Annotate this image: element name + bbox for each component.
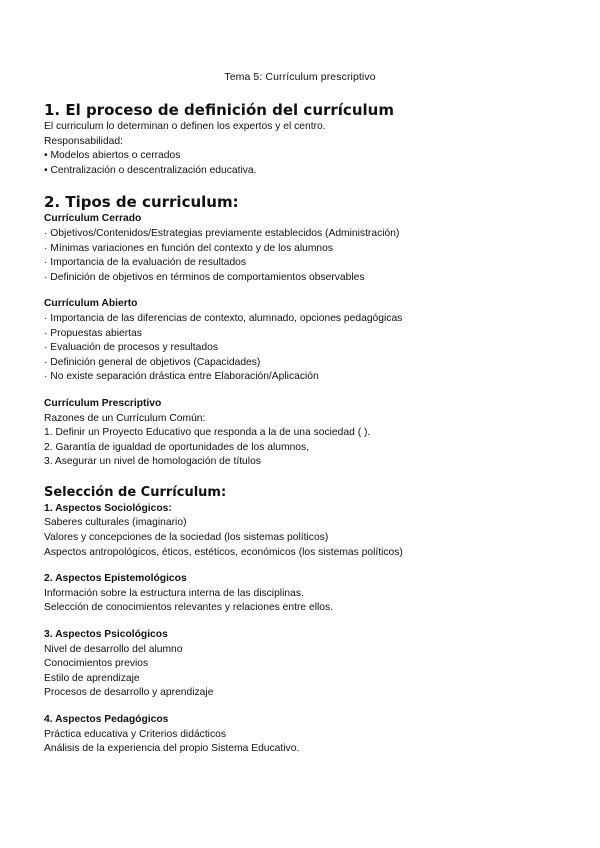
list-item: · Importancia de la evaluación de resultados (44, 257, 247, 269)
section-heading: Selección de Currículum: (44, 484, 227, 500)
aspect-title: 4. Aspectos Pedagógicos (44, 714, 169, 725)
list-item: · Importancia de las diferencias de contexto, alumnado, opciones pedagógicas (44, 312, 403, 324)
subsection-title: Currículum Prescriptivo (44, 397, 162, 409)
list-item: · Definición de objetivos en términos de comportamientos observables (44, 271, 365, 283)
list-item: 2. Garantía de igualdad de oportunidades de los alumnos, (44, 441, 310, 453)
list-item: Nivel de desarrollo del alumno (44, 643, 183, 655)
list-item: · No existe separación drástica entre Elaboración/Aplicación (44, 371, 319, 383)
list-item: Conocimientos previos (44, 658, 149, 670)
list-item: 1. Definir un Proyecto Educativo que responda a la de una sociedad ( ). (44, 427, 371, 439)
aspect-title: 1. Aspectos Sociológicos: (44, 502, 172, 514)
bullet-item: • Centralización o descentralización educativa. (44, 164, 257, 176)
list-item: Valores y concepciones de la sociedad (los sistemas políticos) (44, 532, 329, 544)
list-item: · Propuestas abiertas (44, 327, 142, 339)
list-item: · Objetivos/Contenidos/Estrategias previamente establecidos (Administración) (44, 227, 400, 239)
bullet-item: • Modelos abiertos o cerrados (44, 150, 181, 162)
list-item: Aspectos antropológicos, éticos, estéticos, económicos (los sistemas políticos) (44, 546, 403, 558)
list-item: Razones de un Currículum Común: (44, 412, 206, 424)
section-heading: 1. El proceso de definición del currículum (44, 101, 394, 119)
list-item: Práctica educativa y Criterios didácticos (44, 728, 226, 740)
list-item: Saberes culturales (imaginario) (44, 517, 187, 529)
page-header: Tema 5: Currículum prescriptivo (224, 71, 376, 83)
aspect-title: 2. Aspectos Epistemológicos (44, 573, 187, 585)
paragraph-line: El curriculum lo determinan o definen los expertos y el centro. (44, 121, 326, 132)
list-item: · Evaluación de procesos y resultados (44, 342, 218, 354)
section-heading: 2. Tipos de curriculum: (44, 193, 239, 212)
list-item: Selección de conocimientos relevantes y relaciones entre ellos. (44, 602, 334, 614)
section-tipos (44, 192, 564, 470)
aspect-title: 3. Aspectos Psicológicos (44, 629, 168, 641)
list-item: Procesos de desarrollo y aprendizaje (44, 687, 214, 699)
list-item: 3. Asegurar un nivel de homologación de títulos (44, 456, 261, 468)
subsection-title: Currículum Cerrado (44, 213, 142, 225)
list-item: Estilo de aprendizaje (44, 672, 140, 684)
document-body (44, 100, 564, 757)
list-item: Análisis de la experiencia del propio Sistema Educativo. (44, 743, 300, 755)
list-item: · Mínimas variaciones en función del contexto y de los alumnos (44, 242, 334, 254)
paragraph-line: Responsabilidad: (44, 135, 123, 147)
section-seleccion (44, 484, 564, 757)
list-item: · Definición general de objetivos (Capacidades) (44, 356, 261, 368)
subsection-title: Currículum Abierto (44, 298, 138, 310)
section-proceso (44, 100, 564, 178)
list-item: Información sobre la estructura interna de las disciplinas. (44, 587, 304, 599)
